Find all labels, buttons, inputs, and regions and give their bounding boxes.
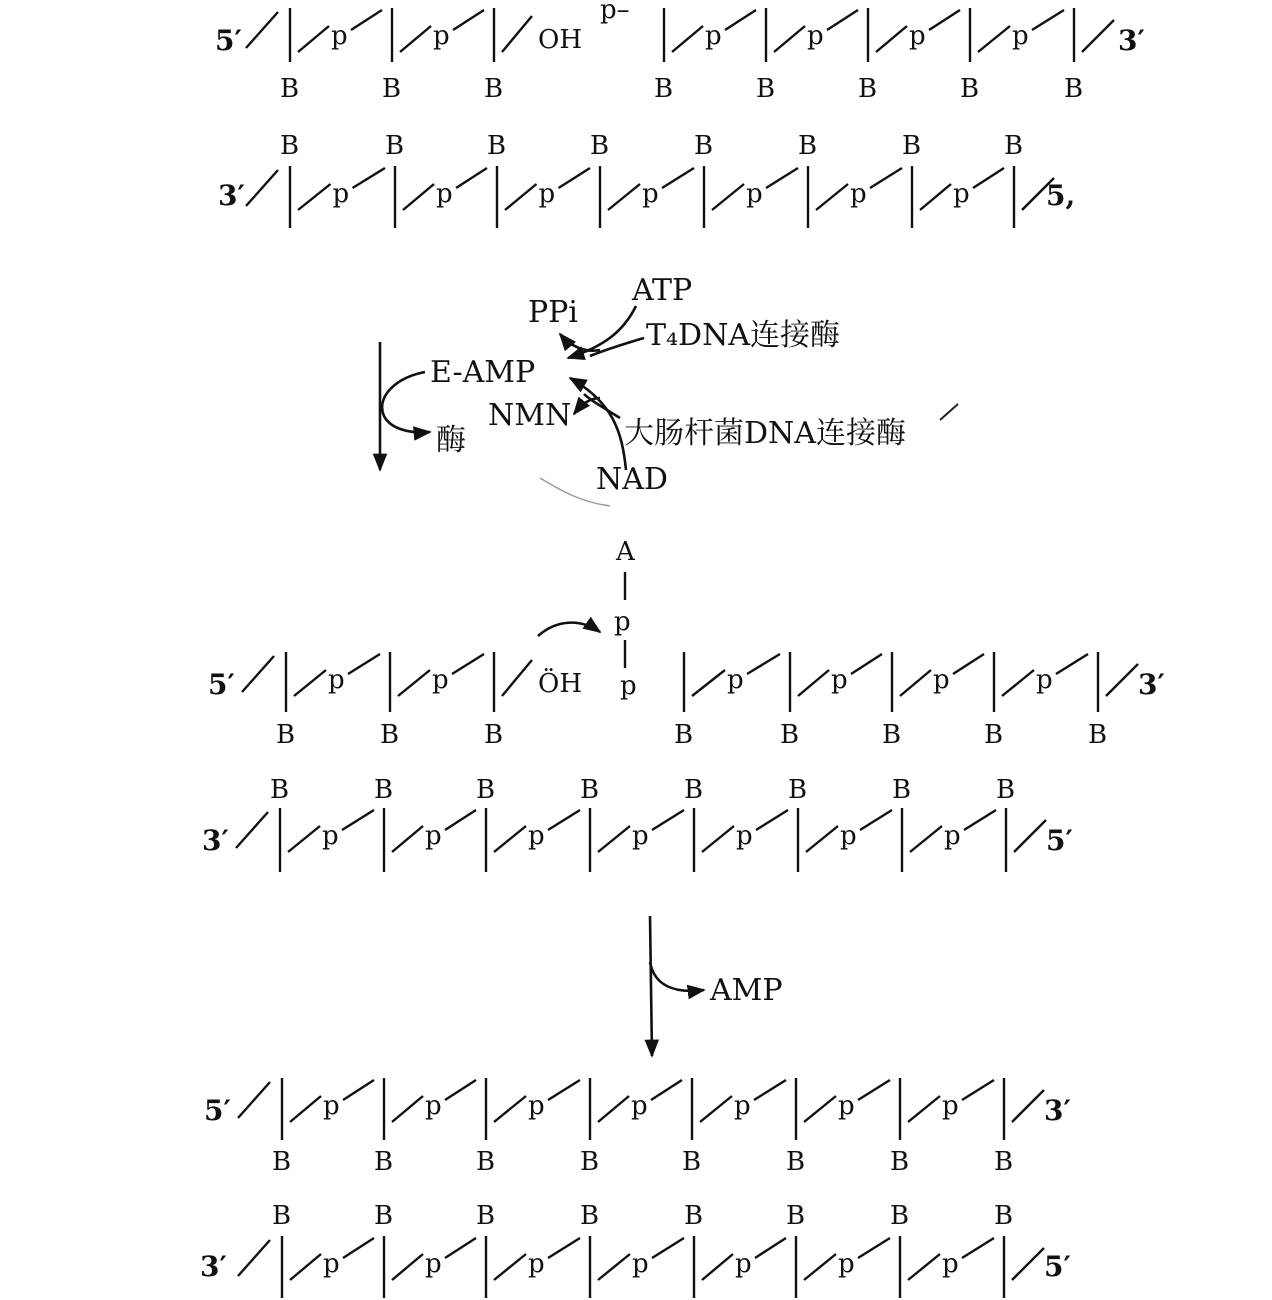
- strand4-phosphate-2: p: [425, 821, 442, 851]
- strand1-phosphate-7: p: [1012, 21, 1029, 51]
- strand4-base-8: B: [996, 775, 1016, 805]
- adenylated-phosphate: [538, 537, 636, 668]
- strand2-base-7: B: [902, 131, 922, 161]
- strand6-link-b-5: [755, 1238, 786, 1258]
- strand3-link-b-5: [851, 654, 882, 674]
- adenine-label: A: [616, 537, 635, 567]
- strand3-link-b-6: [953, 654, 984, 674]
- strand5-base-5: B: [682, 1147, 702, 1177]
- strand2-base-4: B: [590, 131, 610, 161]
- strand3-base-6: B: [882, 720, 902, 750]
- strand1-link-b-7: [1032, 10, 1064, 30]
- t4-ligase-line: [590, 338, 644, 356]
- strand6-link-a-4: [598, 1254, 630, 1280]
- strand4-link-b-3: [548, 810, 580, 830]
- strand2-base-2: B: [385, 131, 405, 161]
- strand2-phosphate-5: p: [746, 179, 763, 209]
- strand6-base-7: B: [890, 1201, 910, 1231]
- strand4-base-1: B: [270, 775, 290, 805]
- strand3-adenylated-p: p: [620, 671, 637, 701]
- strand6-phosphate-3: p: [528, 1249, 545, 1279]
- strand4-base-6: B: [788, 775, 808, 805]
- strand1-base-1: B: [280, 74, 300, 104]
- strand3-trail-slash: [1106, 664, 1138, 696]
- strand4-phosphate-1: p: [322, 821, 339, 851]
- strand5-base-4: B: [580, 1147, 600, 1177]
- ecoli-ligase-label: 大肠杆菌DNA连接酶: [624, 416, 906, 451]
- strand2-link-a-5: [712, 184, 744, 210]
- strand4-link-b-6: [860, 810, 892, 830]
- strand6-lead-slash: [238, 1240, 270, 1276]
- strand4-phosphate-3: p: [528, 821, 545, 851]
- strand4-left-end: 3′: [202, 824, 229, 857]
- strand2-link-b-3: [559, 168, 591, 188]
- strand2-phosphate-3: p: [538, 179, 556, 209]
- strand5-base-7: B: [890, 1147, 910, 1177]
- strand5-link-b-5: [754, 1080, 786, 1100]
- enzyme-release-arrow: [382, 372, 430, 432]
- strand3-phosphate-5: p: [831, 665, 848, 695]
- strand1-base-3: B: [484, 74, 504, 104]
- amp-release-arrow: [650, 962, 704, 991]
- strand4-phosphate-5: p: [736, 821, 753, 851]
- strand2-right-end: 5,: [1046, 179, 1076, 212]
- strand3-link-a-1: [294, 670, 326, 696]
- strand6-base-2: B: [374, 1201, 394, 1231]
- strand4-link-a-6: [806, 826, 838, 852]
- strand6-phosphate-2: p: [425, 1249, 442, 1279]
- strand1-base-7: B: [960, 74, 980, 104]
- strand6-link-a-5: [702, 1254, 733, 1280]
- nucleophilic-attack-arrow: [538, 623, 600, 636]
- strand2-link-a-7: [920, 184, 951, 210]
- strand3-base-5: B: [780, 720, 800, 750]
- strand1-base-4: B: [654, 74, 674, 104]
- strand1-base-8: B: [1064, 74, 1084, 104]
- t4-ligase-label: T₄DNA连接酶: [646, 318, 841, 353]
- strand1-link-b-4: [725, 10, 756, 30]
- strand1-lead-slash: [246, 12, 278, 48]
- strand6-link-b-2: [445, 1238, 476, 1258]
- strand2-link-b-2: [456, 168, 487, 188]
- strand2-phosphate-1: p: [332, 179, 350, 209]
- strand2-link-a-4: [608, 184, 640, 210]
- strand3-link-b-7: [1056, 654, 1088, 674]
- ligase-reaction-scheme: [380, 273, 958, 506]
- strand1-base-6: B: [858, 74, 878, 104]
- strand2-link-a-2: [403, 184, 434, 210]
- strand4-base-3: B: [476, 775, 496, 805]
- strand6-base-4: B: [580, 1201, 600, 1231]
- strand4-link-b-1: [342, 810, 374, 830]
- strand3-phosphate-2: p: [432, 665, 449, 695]
- strand3-link-b-1: [348, 654, 380, 674]
- strand4-base-2: B: [374, 775, 394, 805]
- strand1-link-a-4: [672, 26, 703, 52]
- strand6-right-end: 5′: [1044, 1250, 1071, 1283]
- strand4-link-b-4: [652, 810, 684, 830]
- strand6-link-a-6: [804, 1254, 836, 1280]
- strand6-link-b-7: [962, 1238, 994, 1258]
- strand6-base-6: B: [786, 1201, 806, 1231]
- dna-strands: [200, 0, 1165, 1298]
- strand1-phosphate-2: p: [433, 21, 450, 51]
- ecoli-ligase-line: [584, 394, 620, 418]
- strand1-left-end: 5′: [215, 24, 242, 57]
- strand5-link-b-2: [445, 1080, 476, 1100]
- strand1-link-a-5: [774, 26, 805, 52]
- strand3-link-a-2: [398, 670, 430, 696]
- strand5-link-b-3: [548, 1080, 580, 1100]
- strand5-link-b-6: [858, 1080, 890, 1100]
- strand1-link-a-7: [978, 26, 1010, 52]
- ppi-label: PPi: [528, 295, 578, 330]
- strand4-link-a-2: [392, 826, 423, 852]
- strand3-phosphate-7: p: [1036, 665, 1053, 695]
- strand3-link-a-4: [692, 670, 725, 696]
- strand6-left-end: 3′: [200, 1250, 227, 1283]
- strand6-phosphate-5: p: [735, 1249, 752, 1279]
- strand5-link-a-2: [392, 1096, 423, 1122]
- strand3-lead-slash: [242, 656, 274, 692]
- strand1-link-a-2: [400, 26, 431, 52]
- strand1-link-b-5: [827, 10, 858, 30]
- strand3-left-end: 5′: [208, 668, 235, 701]
- nad-label: NAD: [596, 462, 668, 497]
- strand4-link-a-4: [598, 826, 630, 852]
- strand2-link-b-4: [662, 168, 694, 188]
- strand5-link-a-3: [494, 1096, 526, 1122]
- strand2-link-b-1: [353, 168, 386, 188]
- stray-mark: [940, 404, 958, 420]
- strand4-link-a-5: [702, 826, 734, 852]
- amp-label: AMP: [710, 973, 783, 1008]
- strand5-link-b-4: [651, 1080, 682, 1100]
- strand1-phosphate-4: p: [705, 21, 722, 51]
- strand5-phosphate-6: p: [838, 1091, 855, 1121]
- strand5-base-2: B: [374, 1147, 394, 1177]
- strand5-base-8: B: [994, 1147, 1014, 1177]
- strand6-link-a-1: [290, 1254, 321, 1280]
- strand2-phosphate-6: p: [850, 179, 867, 209]
- strand4-phosphate-4: p: [632, 821, 649, 851]
- strand1-base-2: B: [382, 74, 402, 104]
- strand1-link-a-6: [876, 26, 907, 52]
- strand6-link-a-3: [494, 1254, 526, 1280]
- strand5-base-6: B: [786, 1147, 806, 1177]
- atp-label: ATP: [632, 273, 693, 308]
- strand3-link-a-5: [798, 670, 829, 696]
- strand3-oh: ÖH: [538, 669, 582, 699]
- strand5-base-1: B: [272, 1147, 292, 1177]
- strand2-link-b-7: [973, 168, 1004, 188]
- strand6-link-b-1: [343, 1238, 374, 1258]
- strand4-link-a-1: [288, 826, 320, 852]
- strand4-link-a-3: [494, 826, 526, 852]
- strand3-base-2: B: [380, 720, 400, 750]
- strand2-base-5: B: [694, 131, 714, 161]
- strand1-link-b-2: [453, 10, 484, 30]
- strand1-phosphate-5: p: [807, 21, 824, 51]
- strand2-base-3: B: [487, 131, 507, 161]
- strand3-link-b-2: [452, 654, 484, 674]
- strand2-phosphate-7: p: [953, 179, 970, 209]
- strand6-base-1: B: [272, 1201, 292, 1231]
- strand5-phosphate-7: p: [942, 1091, 959, 1121]
- strand2-link-b-6: [870, 168, 902, 188]
- strand2-link-a-6: [816, 184, 848, 210]
- strand3-link-b-4: [747, 654, 780, 674]
- strand5-phosphate-4: p: [631, 1091, 648, 1121]
- strand5-link-a-5: [700, 1096, 732, 1122]
- strand3-right-end: 3′: [1138, 668, 1165, 701]
- strand5-left-end: 5′: [204, 1094, 231, 1127]
- strand5-phosphate-1: p: [323, 1091, 340, 1121]
- strand5-trail-slash: [1012, 1090, 1044, 1122]
- strand6-link-b-4: [652, 1238, 684, 1258]
- nmn-release-arrow: [574, 398, 600, 414]
- strand4-base-5: B: [684, 775, 704, 805]
- strand6-link-b-3: [548, 1238, 580, 1258]
- nad-to-eamp-arrow: [570, 378, 626, 470]
- strand2-phosphate-2: p: [436, 179, 453, 209]
- strand3-phosphate-6: p: [933, 665, 950, 695]
- strand5-link-b-7: [962, 1080, 994, 1100]
- main-down-arrow-2: [650, 916, 652, 1056]
- strand1-p-minus: p–: [600, 0, 630, 25]
- strand5-link-a-1: [290, 1096, 321, 1122]
- strand4-link-a-7: [910, 826, 942, 852]
- strand1-phosphate-6: p: [909, 21, 926, 51]
- strand5-phosphate-2: p: [425, 1091, 442, 1121]
- strand4-lead-slash: [236, 812, 268, 848]
- strand2-phosphate-4: p: [642, 179, 659, 209]
- strand5-base-3: B: [476, 1147, 496, 1177]
- enzyme-label: 酶: [436, 423, 466, 458]
- strand6-phosphate-1: p: [323, 1249, 340, 1279]
- strand3-phosphate-1: p: [328, 665, 345, 695]
- strand4-base-4: B: [580, 775, 600, 805]
- strand5-link-b-1: [343, 1080, 374, 1100]
- strand1-link-b-6: [929, 10, 960, 30]
- sealing-step: [650, 916, 783, 1056]
- strand2-lead-slash: [246, 170, 278, 206]
- strand6-trail-slash: [1012, 1248, 1044, 1280]
- strand4-right-end: 5′: [1046, 824, 1073, 857]
- strand5-right-end: 3′: [1044, 1094, 1071, 1127]
- strand2-left-end: 3′: [218, 179, 245, 212]
- strand5-phosphate-3: p: [528, 1091, 545, 1121]
- adenylate-p-upper: p: [614, 607, 631, 637]
- strand3-link-a-7: [1002, 670, 1034, 696]
- strand5-link-a-6: [804, 1096, 836, 1122]
- strand1-link-b-1: [351, 10, 382, 30]
- strand3-link-a-6: [900, 670, 931, 696]
- strand4-link-b-7: [964, 810, 996, 830]
- strand4-phosphate-6: p: [840, 821, 857, 851]
- strand4-link-b-2: [445, 810, 476, 830]
- strand2-link-a-3: [505, 184, 537, 210]
- strand6-base-5: B: [684, 1201, 704, 1231]
- strand6-phosphate-4: p: [632, 1249, 649, 1279]
- strand3-phosphate-4: p: [727, 665, 744, 695]
- strand6-base-8: B: [994, 1201, 1014, 1231]
- strand6-link-b-6: [858, 1238, 890, 1258]
- strand1-right-end: 3′: [1118, 24, 1145, 57]
- strand6-base-3: B: [476, 1201, 496, 1231]
- strand6-phosphate-7: p: [942, 1249, 959, 1279]
- strand3-gap-slash: [502, 660, 532, 696]
- strand3-base-8: B: [1088, 720, 1108, 750]
- strand1-base-5: B: [756, 74, 776, 104]
- strand4-base-7: B: [892, 775, 912, 805]
- nmn-label: NMN: [488, 398, 572, 433]
- strand6-link-a-2: [392, 1254, 423, 1280]
- strand2-base-6: B: [798, 131, 818, 161]
- strand1-gap-slash: [502, 16, 532, 52]
- strand5-link-a-7: [908, 1096, 940, 1122]
- strand4-phosphate-7: p: [944, 821, 961, 851]
- strand5-phosphate-5: p: [734, 1091, 751, 1121]
- strand3-base-1: B: [276, 720, 296, 750]
- strand2-base-1: B: [280, 131, 300, 161]
- strand1-phosphate-1: p: [331, 21, 348, 51]
- strand4-trail-slash: [1014, 820, 1046, 852]
- strand5-lead-slash: [238, 1082, 270, 1118]
- e-amp-label: E-AMP: [430, 355, 536, 390]
- strand1-oh: OH: [538, 25, 582, 55]
- strand1-trail-slash: [1082, 20, 1114, 52]
- strand2-link-b-5: [766, 168, 798, 188]
- strand2-base-8: B: [1004, 131, 1024, 161]
- strand5-link-a-4: [598, 1096, 629, 1122]
- strand3-base-3: B: [484, 720, 504, 750]
- strand3-base-7: B: [984, 720, 1004, 750]
- strand6-link-a-7: [908, 1254, 940, 1280]
- strand6-phosphate-6: p: [838, 1249, 855, 1279]
- strand2-link-a-1: [298, 184, 331, 210]
- strand4-link-b-5: [756, 810, 788, 830]
- strand1-link-a-1: [298, 26, 329, 52]
- strand3-base-4: B: [674, 720, 694, 750]
